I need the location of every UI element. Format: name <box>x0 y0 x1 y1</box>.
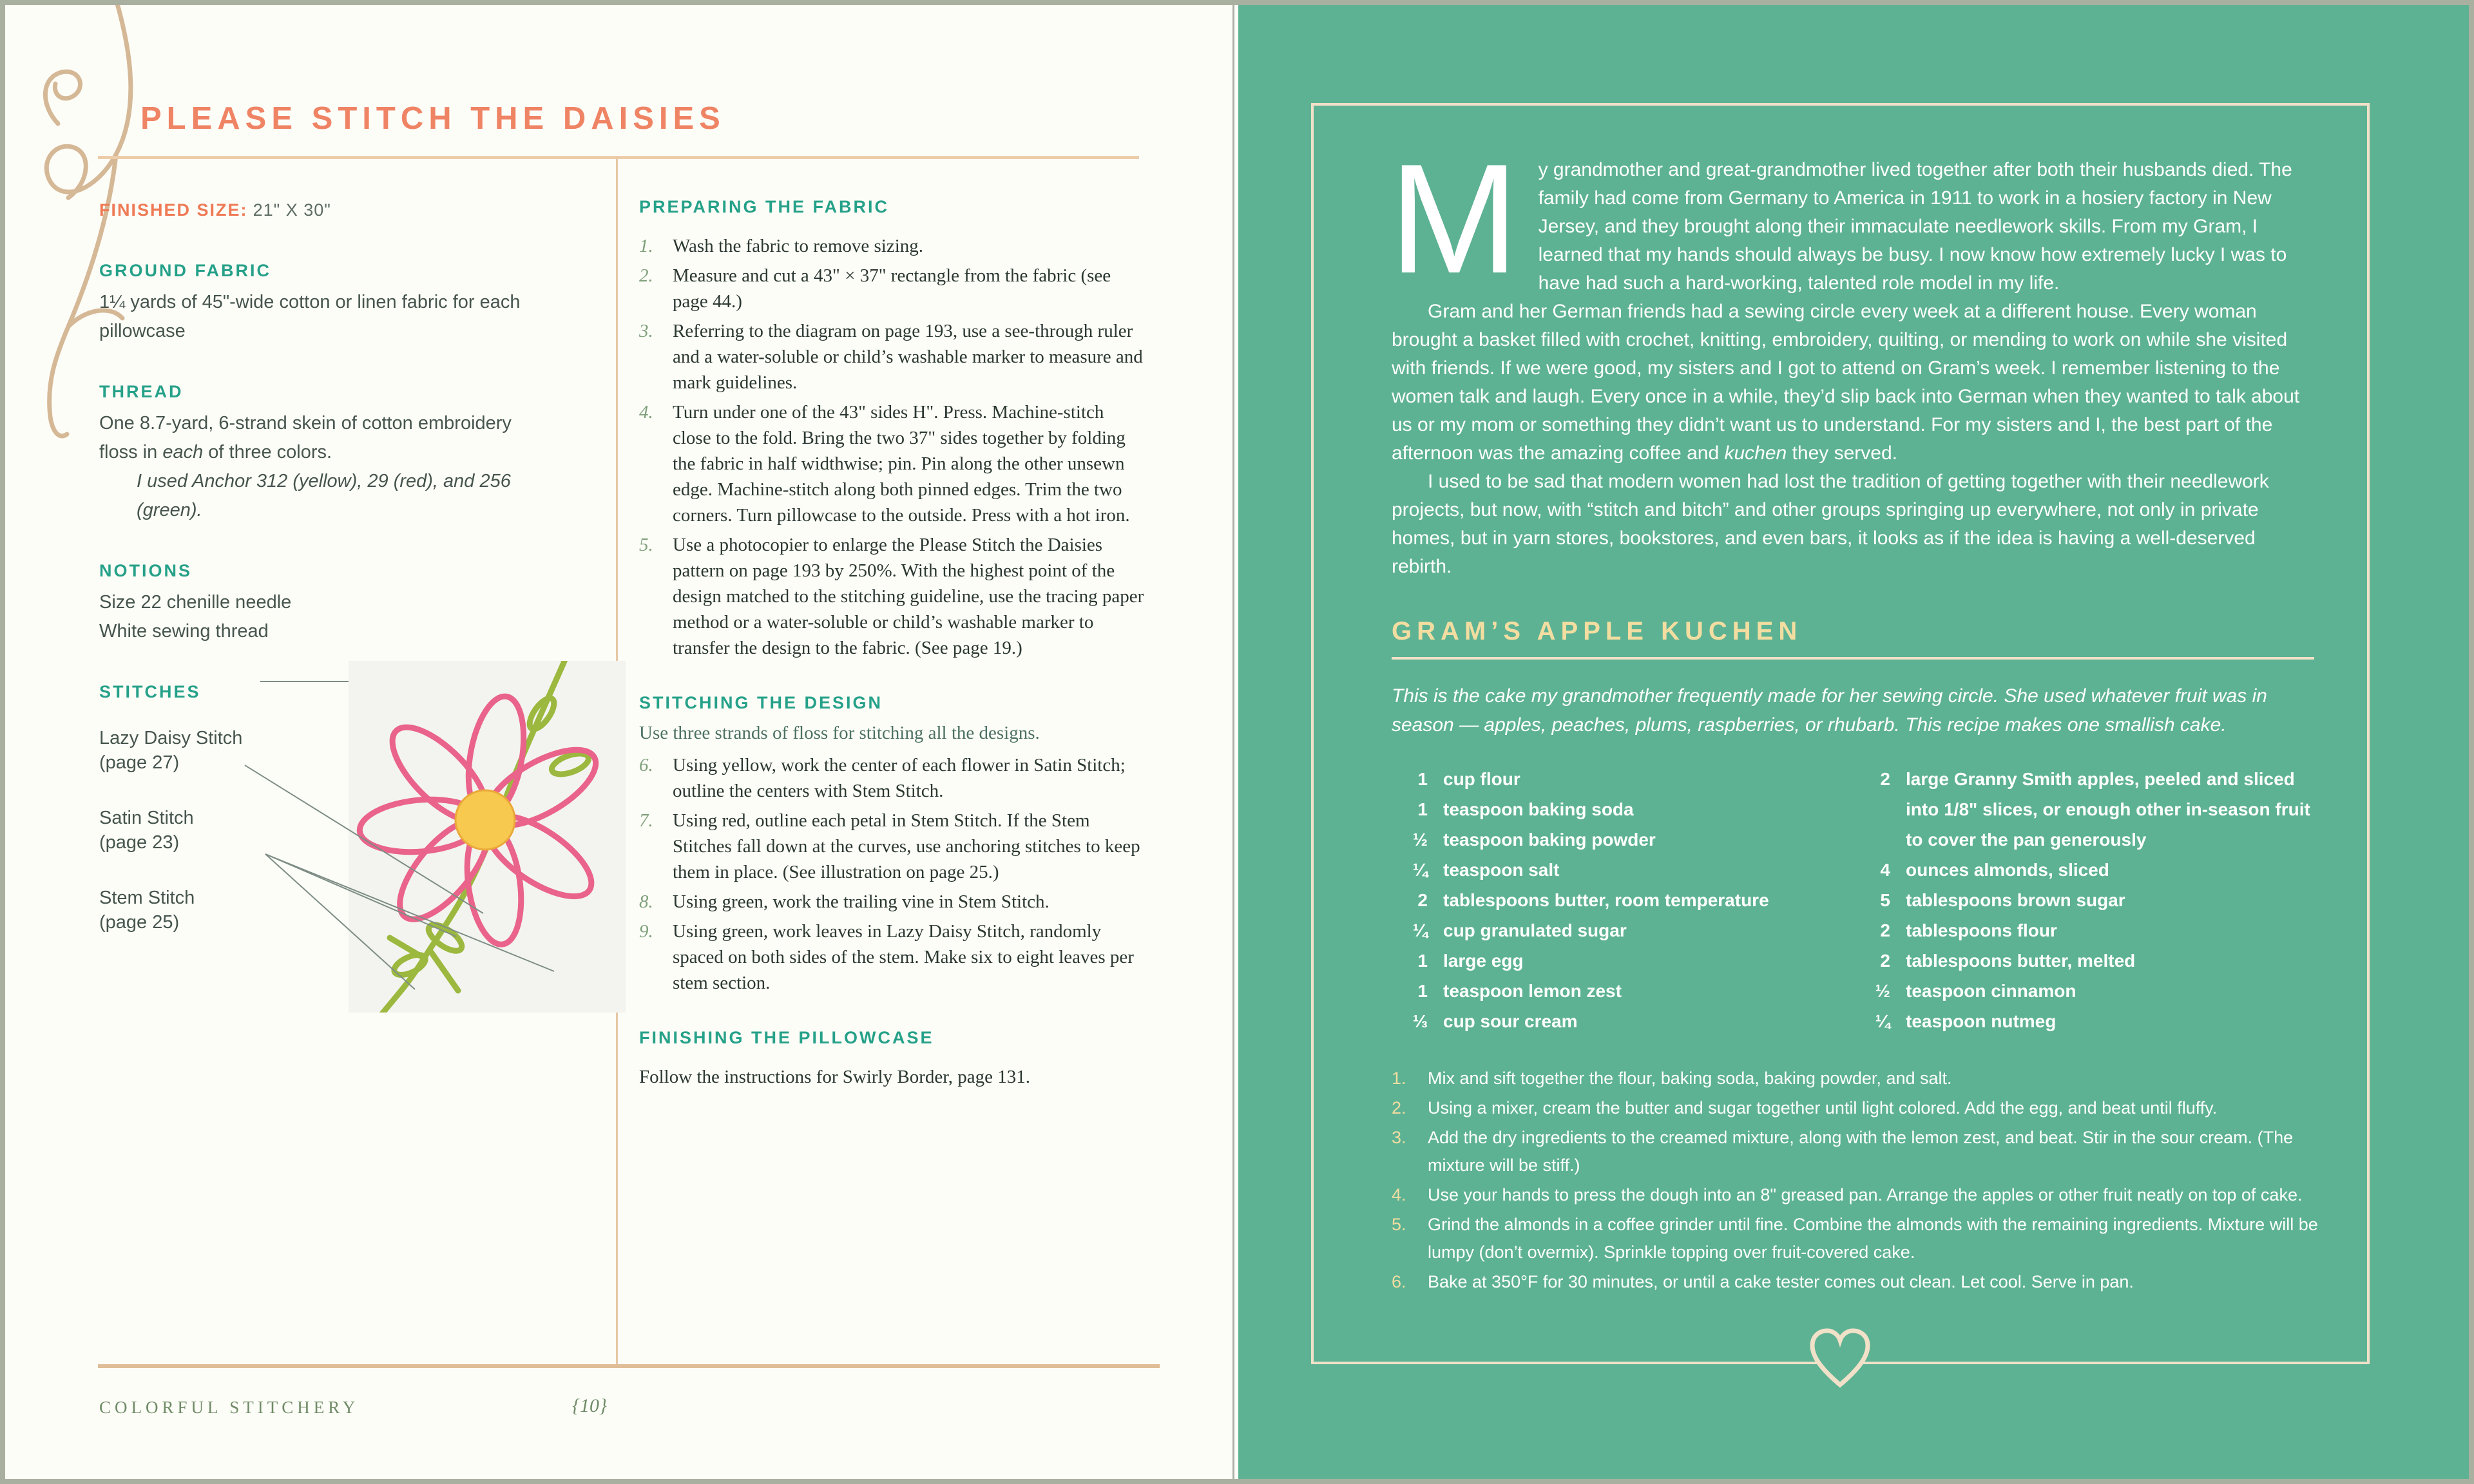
stitch-name: Lazy Daisy Stitch <box>99 728 243 748</box>
finishing-heading: FINISHING THE PILLOWCASE <box>639 1028 934 1047</box>
thread-heading: THREAD <box>99 382 184 401</box>
step-number: 6. <box>639 755 653 775</box>
step-text: Wash the fabric to remove sizing. <box>673 236 924 256</box>
ingredient-text: teaspoon salt <box>1443 860 1560 880</box>
ingredient-qty: 1 <box>1417 769 1428 789</box>
paragraph-italic: kuchen <box>1724 442 1787 464</box>
ingredient-text: teaspoon lemon zest <box>1443 981 1622 1001</box>
recipe-step-number: 6. <box>1392 1272 1406 1291</box>
paragraph-text: y grandmother and great-grandmother lived together after both their husbands died. The family had come from Germany to America in 1911 to work in a hosiery factory in New Jersey, and they brought along their immaculate needlework skills. From my Gram, I learned that my hands should always be busy. I now know how extremely lucky I was to have had such a hard-working, talented role model in my life. <box>1538 159 2292 294</box>
recipe-step-number: 5. <box>1392 1215 1406 1234</box>
preparing-steps <box>639 233 1146 661</box>
ingredient-row <box>1854 1006 2321 1036</box>
recipe-step <box>1392 1268 2321 1296</box>
thread-italic: each <box>162 442 204 462</box>
recipe-step-number: 1. <box>1392 1069 1406 1088</box>
ingredient-text: large egg <box>1443 951 1524 971</box>
recipe-heading: GRAM’S APPLE KUCHEN <box>1392 617 1803 645</box>
paragraph-text: they served. <box>1787 442 1897 464</box>
ingredient-row <box>1392 855 1854 885</box>
step-item <box>639 889 1146 915</box>
recipe-step <box>1392 1181 2321 1209</box>
finished-size <box>99 196 537 225</box>
scan-edge <box>0 1479 2474 1484</box>
ingredient-row <box>1854 764 2321 855</box>
ingredient-qty: 2 <box>1880 769 1890 789</box>
ingredient-row <box>1392 1006 1854 1036</box>
ingredients-right-column <box>1854 764 2321 1036</box>
ingredient-text: teaspoon cinnamon <box>1906 981 2076 1001</box>
ingredient-qty: ¼ <box>1412 860 1428 880</box>
ingredient-text: cup granulated sugar <box>1443 920 1627 940</box>
notions-heading: NOTIONS <box>99 561 193 580</box>
step-item <box>639 808 1146 885</box>
daisy-embroidery-photo <box>349 661 626 1013</box>
step-text: Using yellow, work the center of each flower in Satin Stitch; outline the centers with Stem Stitch. <box>673 755 1126 801</box>
story-paragraph <box>1392 298 2321 468</box>
story-paragraph <box>1389 132 2321 306</box>
ingredient-qty: ⅓ <box>1412 1011 1428 1031</box>
step-number: 1. <box>639 236 653 256</box>
ingredient-row <box>1392 885 1854 915</box>
ingredient-text: cup flour <box>1443 769 1520 789</box>
preparing-heading: PREPARING THE FABRIC <box>639 197 890 216</box>
ingredient-row <box>1392 764 1854 794</box>
ground-fabric-heading: GROUND FABRIC <box>99 261 271 280</box>
step-text: Measure and cut a 43" × 37" rectangle from the fabric (see page 44.) <box>673 265 1111 312</box>
ingredient-row <box>1854 976 2321 1006</box>
ingredient-row <box>1854 885 2321 915</box>
ingredient-qty: 1 <box>1417 981 1428 1001</box>
ingredient-text: teaspoon nutmeg <box>1906 1011 2057 1031</box>
recipe-step-text: Grind the almonds in a coffee grinder until fine. Combine the almonds with the remaining ingredients. Mixture will be lumpy (don’t overmix). Sprinkle topping over fruit-covered cake. <box>1428 1215 2318 1262</box>
recipe-step-text: Mix and sift together the flour, baking soda, baking powder, and salt. <box>1428 1069 1952 1088</box>
story-and-recipe <box>1389 132 2321 1298</box>
ingredient-text: tablespoons flour <box>1906 920 2057 940</box>
recipe-step-text: Using a mixer, cream the butter and sugar together until light colored. Add the egg, and beat until fluffy. <box>1428 1098 2218 1118</box>
recipe-step-text: Use your hands to press the dough into an 8" greased pan. Arrange the apples or other fruit neatly on top of cake. <box>1428 1185 2303 1204</box>
story-paragraph: I used to be sad that modern women had lost the tradition of getting together with their needlework projects, but now, with “stitch and bitch” and other groups springing up everywhere, not only in private homes, but in yarn stores, bookstores, and even bars, it looks as if the idea is having a well-deserved rebirth. <box>1392 471 2269 577</box>
recipe-step <box>1392 1094 2321 1122</box>
step-text: Using red, outline each petal in Stem Stitch. If the Stem Stitches fall down at the curves, use anchoring stitches to keep them in place. (See illustration on page 25.) <box>673 810 1140 882</box>
page-gutter <box>1232 5 1234 1479</box>
step-number: 9. <box>639 921 653 942</box>
step-item <box>639 532 1146 661</box>
finished-size-value: 21" X 30" <box>253 200 331 220</box>
ingredient-qty: 2 <box>1417 890 1428 910</box>
ingredient-qty: ½ <box>1875 981 1890 1001</box>
ingredient-text: tablespoons butter, melted <box>1906 951 2136 971</box>
thread-body <box>99 409 537 467</box>
ingredient-qty: 1 <box>1417 799 1428 819</box>
left-page <box>5 5 1232 1479</box>
ingredient-qty: 5 <box>1880 890 1890 910</box>
ground-fabric-body: 1¼ yards of 45"-wide cotton or linen fabric for each pillowcase <box>99 292 521 341</box>
recipe-step-text: Bake at 350°F for 30 minutes, or until a cake tester comes out clean. Let cool. Serve in pan. <box>1428 1272 2134 1291</box>
ingredient-qty: ½ <box>1412 830 1428 850</box>
ingredient-qty: 4 <box>1880 860 1890 880</box>
page-title: PLEASE STITCH THE DAISIES <box>140 101 725 136</box>
recipe-step <box>1392 1211 2321 1266</box>
ingredient-qty: ¼ <box>1412 920 1428 940</box>
stitching-heading: STITCHING THE DESIGN <box>639 693 883 712</box>
scan-edge <box>2469 0 2474 1484</box>
step-item <box>639 918 1146 996</box>
ingredient-row <box>1854 855 2321 885</box>
thread-note: I used Anchor 312 (yellow), 29 (red), and 256 (green). <box>137 471 511 520</box>
notions-item: White sewing thread <box>99 621 269 642</box>
step-text: Using green, work the trailing vine in Stem Stitch. <box>673 891 1050 912</box>
ingredient-text: large Granny Smith apples, peeled and sliced into 1/8" slices, or enough other in-season fruit to cover the pan generously <box>1906 769 2310 850</box>
step-number: 3. <box>639 321 653 341</box>
thread-text: One 8.7-yard, 6-strand skein of cotton embroidery floss in <box>99 413 512 462</box>
ingredient-text: tablespoons butter, room temperature <box>1443 890 1769 910</box>
stitch-page-ref: (page 27) <box>99 752 180 773</box>
recipe-step <box>1392 1124 2321 1179</box>
stitch-name: Satin Stitch <box>99 808 194 828</box>
step-item <box>639 233 1146 259</box>
ingredient-row <box>1392 915 1854 946</box>
heart-icon <box>1809 1328 1872 1390</box>
ingredient-text: ounces almonds, sliced <box>1906 860 2109 880</box>
step-text: Use a photocopier to enlarge the Please Stitch the Daisies pattern on page 193 by 250%. With the highest point of the design matched to the stitching guideline, use the tracing paper method or a water-soluble or child’s washable marker to transfer the design to the fabric. (See page 19.) <box>673 535 1144 658</box>
ingredient-qty: 2 <box>1880 951 1890 971</box>
stitch-page-ref: (page 25) <box>99 912 180 933</box>
ingredient-text: tablespoons brown sugar <box>1906 890 2125 910</box>
step-item <box>639 399 1146 528</box>
stitching-intro: Use three strands of floss for stitching all the designs. <box>639 723 1040 743</box>
paragraph-text: Gram and her German friends had a sewing circle every week at a different house. Every woman brought a basket filled with crochet, knitting, embroidery, quilting, or mending to work on while she visited with friends. If we were good, my sisters and I got to attend on Gram’s week. I remember listening to the women talk and laugh. Every once in a while, they’d slip back into German when they wanted to talk about us or my mom or something they didn’t want us to understand. For my sisters and I, the best part of the afternoon was the amazing coffee and <box>1392 301 2300 464</box>
ingredient-qty: ¼ <box>1875 1011 1890 1031</box>
step-item <box>639 318 1146 395</box>
recipe-intro: This is the cake my grandmother frequently made for her sewing circle. She used whatever fruit was in season — apples, peaches, plums, raspberries, or rhubarb. This recipe makes one smallish cake. <box>1392 685 2267 736</box>
recipe-step <box>1392 1065 2321 1092</box>
recipe-steps <box>1392 1065 2321 1296</box>
recipe-step-number: 4. <box>1392 1185 1406 1204</box>
step-number: 8. <box>639 891 653 912</box>
step-text: Turn under one of the 43" sides H". Press. Machine-stitch close to the fold. Bring the two 37" sides together by folding the fabric in half widthwise; pin. Pin along the other unsewn edge. Machine-stitch along both pinned edges. Trim the two corners. Turn pillowcase to the outside. Press with a hot iron. <box>673 402 1130 526</box>
instructions-column <box>639 196 1146 1090</box>
ingredient-row <box>1392 824 1854 855</box>
finishing-body: Follow the instructions for Swirly Border, page 131. <box>639 1067 1030 1087</box>
ingredient-row <box>1854 915 2321 946</box>
step-number: 2. <box>639 265 653 286</box>
stitches-heading: STITCHES <box>99 682 201 701</box>
thread-text-end: of three colors. <box>203 442 332 462</box>
ingredient-row <box>1854 946 2321 976</box>
ingredients-list <box>1392 764 2321 1036</box>
recipe-rule <box>1392 657 2314 660</box>
right-page <box>1238 5 2469 1479</box>
step-item <box>639 752 1146 804</box>
page-number: {10} <box>572 1395 607 1416</box>
recipe-step-number: 3. <box>1392 1128 1406 1147</box>
ingredients-left-column <box>1392 764 1854 1036</box>
step-number: 7. <box>639 810 653 831</box>
ingredient-qty: 2 <box>1880 920 1890 940</box>
book-title-footer: COLORFUL STITCHERY <box>99 1398 360 1417</box>
title-rule <box>98 156 1139 159</box>
step-number: 5. <box>639 535 653 555</box>
ingredient-text: teaspoon baking powder <box>1443 830 1656 850</box>
ingredient-qty: 1 <box>1417 951 1428 971</box>
recipe-step-number: 2. <box>1392 1098 1406 1118</box>
finished-size-label: FINISHED SIZE: <box>99 200 248 220</box>
ingredient-row <box>1392 946 1854 976</box>
stitching-steps <box>639 752 1146 996</box>
drop-cap: M <box>1389 132 1519 306</box>
step-item <box>639 263 1146 314</box>
step-text: Referring to the diagram on page 193, use a see-through ruler and a water-soluble or child’s washable marker to measure and mark guidelines. <box>673 321 1143 393</box>
stitch-name: Stem Stitch <box>99 888 195 908</box>
scan-edge <box>0 0 5 1484</box>
stitch-page-ref: (page 23) <box>99 832 180 853</box>
scan-edge <box>0 0 2474 5</box>
recipe-step-text: Add the dry ingredients to the creamed mixture, along with the lemon zest, and beat. Stir in the sour cream. (The mixture will be stiff.) <box>1428 1128 2294 1175</box>
ingredient-row <box>1392 794 1854 824</box>
notions-item: Size 22 chenille needle <box>99 592 292 613</box>
step-text: Using green, work leaves in Lazy Daisy Stitch, randomly spaced on both sides of the stem. Make six to eight leaves per stem section. <box>673 921 1134 993</box>
step-number: 4. <box>639 402 653 423</box>
ingredient-row <box>1392 976 1854 1006</box>
ingredient-text: cup sour cream <box>1443 1011 1578 1031</box>
ingredient-text: teaspoon baking soda <box>1443 799 1634 819</box>
footer-rule <box>98 1364 1160 1368</box>
